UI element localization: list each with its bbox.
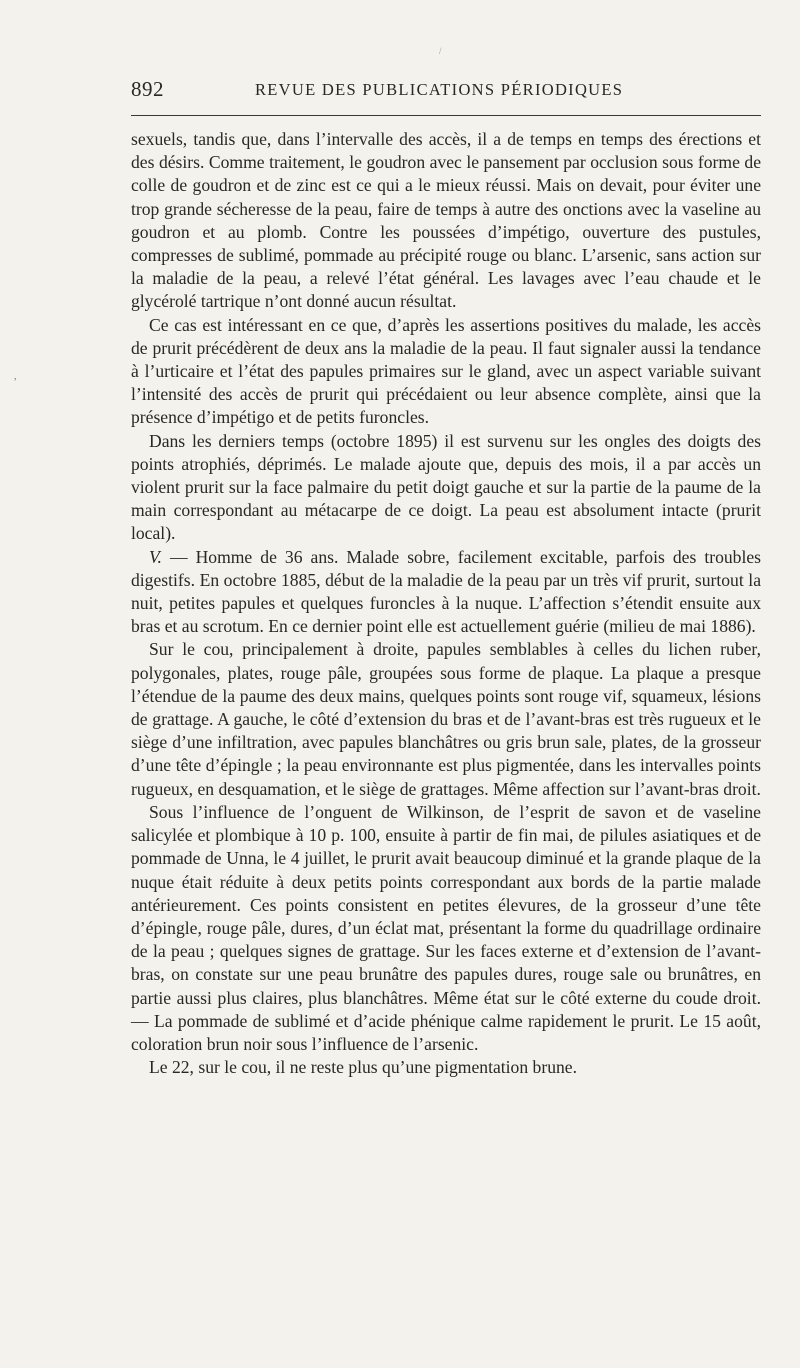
article-text <box>131 128 761 1079</box>
case-label: V. <box>149 546 162 567</box>
journal-title: REVUE DES PUBLICATIONS PÉRIODIQUES <box>255 80 624 99</box>
top-margin-mark: / <box>439 46 442 56</box>
paragraph-treatment: Sous l’influence de l’onguent de Wilkinson, de l’esprit de savon et de vaseline salicylée et plombique à 10 p. 100, ensuite à partir de fin mai, de pilules asiatiques et de pommade de Unna, le 4 juillet, le prurit avait beaucoup diminué et la grande plaque de la nuque était réduite à deux petits points correspondant aux bords de la partie malade antérieurement. Ces points consistent en petites élevures, de la grosseur d’une tête d’épingle, rouge pâle, dures, d’un éclat mat, présentant la forme du quadrillage ordinaire de la peau ; quelques signes de grattage. Sur les faces externe et d’extension de l’avant-bras, on constate sur une peau brunâtre des papules dures, rouge sale ou brunâtres, en partie aussi plus claires, plus blanchâtres. Même état sur le côté externe du coude droit. — La pommade de sublimé et d’acide phénique calme rapidement le prurit. Le 15 août, coloration brun noir sous l’influence de l’arsenic. <box>131 801 761 1054</box>
paragraph-neck-description: Sur le cou, principalement à droite, papules semblables à celles du lichen ruber, polygonales, plates, rouge pâle, groupées sous forme de plaque. La plaque a presque l’étendue de la paume des deux mains, quelques points sont rouge vif, squameux, lésions de grattage. A gauche, le côté d’extension du bras et de l’avant-bras est très rugueux et le siège d’une infiltration, avec papules blanchâtres ou gris brun sale, plates, de la grosseur d’une tête d’épingle ; la peau environnante est plus pigmentée, dans les intervalles points rugueux, en desquamation, et le siège de grattages. Même affection sur l’avant-bras droit. <box>131 639 761 799</box>
page-number: 892 <box>131 77 164 101</box>
left-margin-mark: , <box>14 371 17 382</box>
running-head <box>131 76 761 102</box>
paragraph-case-interest: Ce cas est intéressant en ce que, d’après les assertions positives du malade, les accès de prurit précédèrent de deux ans la maladie de la peau. Il faut signaler aussi la tendance à l’urticaire et l’état des papules primaires sur le gland, avec un aspect variable suivant l’intensité des accès de prurit qui précédaient ou leur absence complète, ainsi que la présence d’impétigo et de petits furoncles. <box>131 314 761 428</box>
paragraph-recent-developments: Dans les derniers temps (octobre 1895) il est survenu sur les ongles des doigts des points atrophiés, déprimés. Le malade ajoute que, depuis des mois, il a par accès un violent prurit sur la face palmaire du petit doigt gauche et sur la partie de la paume de la main correspondant au métacarpe de ce doigt. La peau est absolument intacte (prurit local). <box>131 430 761 544</box>
case-v-text: — Homme de 36 ans. Malade sobre, facilement excitable, parfois des troubles digestifs. En octobre 1885, début de la maladie de la peau par un très vif prurit, surtout la nuit, petites papules et quelques furoncles à la nuque. L’affection s’étendit ensuite aux bras et au scrotum. En ce dernier point elle est actuellement guérie (milieu de mai 1886). <box>131 546 762 637</box>
paragraph-final-note: Le 22, sur le cou, il ne reste plus qu’une pigmentation brune. <box>149 1057 578 1078</box>
paragraph-case-v <box>131 546 761 639</box>
paragraph-continuation: sexuels, tandis que, dans l’intervalle des accès, il a de temps en temps des érections et des désirs. Comme traitement, le goudron avec le pansement par occlusion sous forme de colle de goudron et de zinc est ce qui a le mieux réussi. Mais on devait, pour éviter une trop grande sécheresse de la peau, faire de temps à autre des onctions avec la vaseline au goudron et au plomb. Contre les poussées d’impétigo, ouverture des pustules, compresses de sublimé, pommade au précipité rouge ou blanc. L’arsenic, sans action sur la maladie de la peau, a relevé l’état général. Les lavages avec l’eau chaude et le glycérolé tartrique n’ont donné aucun résultat. <box>131 129 761 312</box>
header-rule <box>131 115 761 116</box>
